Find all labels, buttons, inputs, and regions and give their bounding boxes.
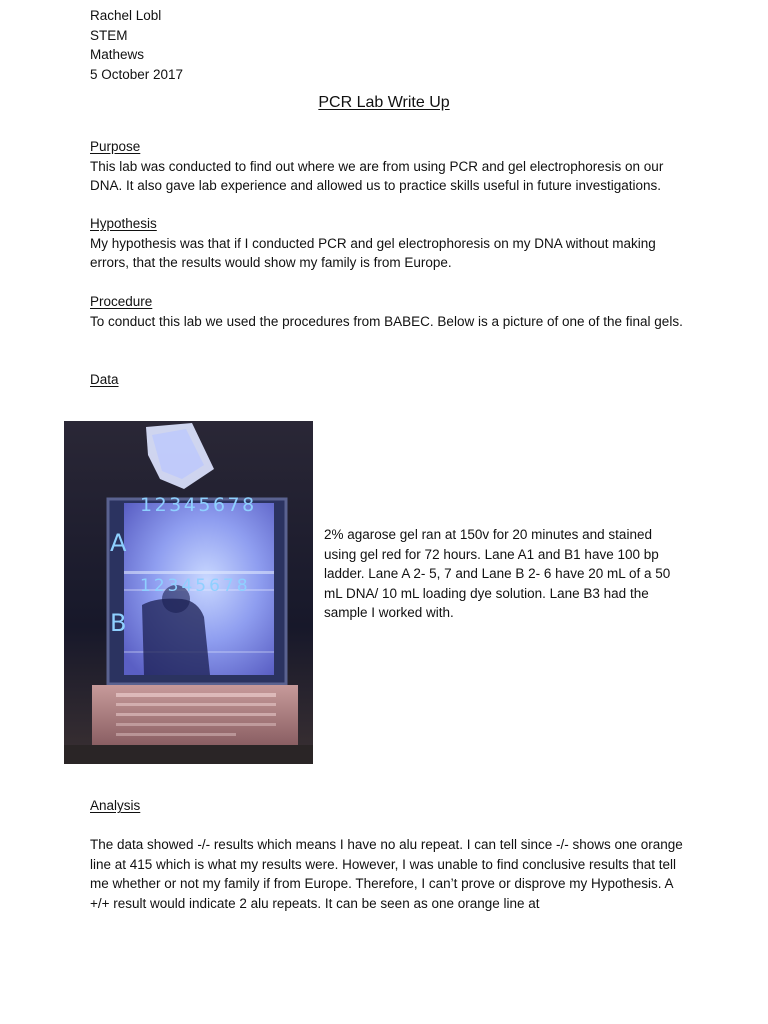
document-header [90, 6, 183, 84]
data-heading: Data [90, 372, 119, 387]
row-label-a: A [110, 529, 127, 557]
author-name: Rachel Lobl [90, 8, 162, 23]
lane-numbers-bottom: 12345678 [140, 576, 251, 596]
row-label-b: B [110, 609, 127, 637]
gel-photo [64, 421, 313, 764]
analysis-section [90, 796, 690, 913]
procedure-section [90, 292, 690, 331]
analysis-heading: Analysis [90, 798, 141, 813]
procedure-heading: Procedure [90, 294, 153, 309]
warning-plate [64, 685, 313, 764]
gel-caption: 2% agarose gel ran at 150v for 20 minutes and stained using gel red for 72 hours. Lane A1 and B1 have 100 bp ladder. Lane A 2- 5, 7 and Lane B 2- 6 have 20 mL of a 50 mL DNA/ 10 mL loading dye solution. Lane B3 had the sample I worked with. [324, 527, 671, 620]
purpose-heading: Purpose [90, 139, 141, 154]
purpose-text: This lab was conducted to find out where we are from using PCR and gel electrophoresis on our DNA. It also gave lab experience and allowed us to practice skills useful in future investigations. [90, 158, 664, 193]
class-subject: STEM [90, 27, 128, 43]
data-section [90, 370, 690, 390]
purpose-section [90, 137, 690, 196]
analysis-text: The data showed -/- results which means I have no alu repeat. I can tell since -/- shows one orange line at 415 which is what my results were. However, I was unable to find conclusive results that tell me whether or not my family if from Europe. Therefore, I can’t prove or disprove my Hypothesis. A +/+ result would indicate 2 alu repeats. It can be seen as one orange line at [90, 837, 683, 911]
hypothesis-section [90, 214, 690, 273]
document-date: 5 October 2017 [90, 66, 184, 82]
hypothesis-text: My hypothesis was that if I conducted PCR and gel electrophoresis on my DNA without making errors, that the results would show my family is from Europe. [90, 235, 656, 270]
lane-numbers-top: 12345678 [140, 494, 257, 516]
hypothesis-heading: Hypothesis [90, 216, 157, 231]
page-title: PCR Lab Write Up [318, 94, 450, 111]
teacher-name: Mathews [90, 47, 145, 62]
procedure-text: To conduct this lab we used the procedures from BABEC. Below is a picture of one of the final gels. [90, 313, 683, 329]
